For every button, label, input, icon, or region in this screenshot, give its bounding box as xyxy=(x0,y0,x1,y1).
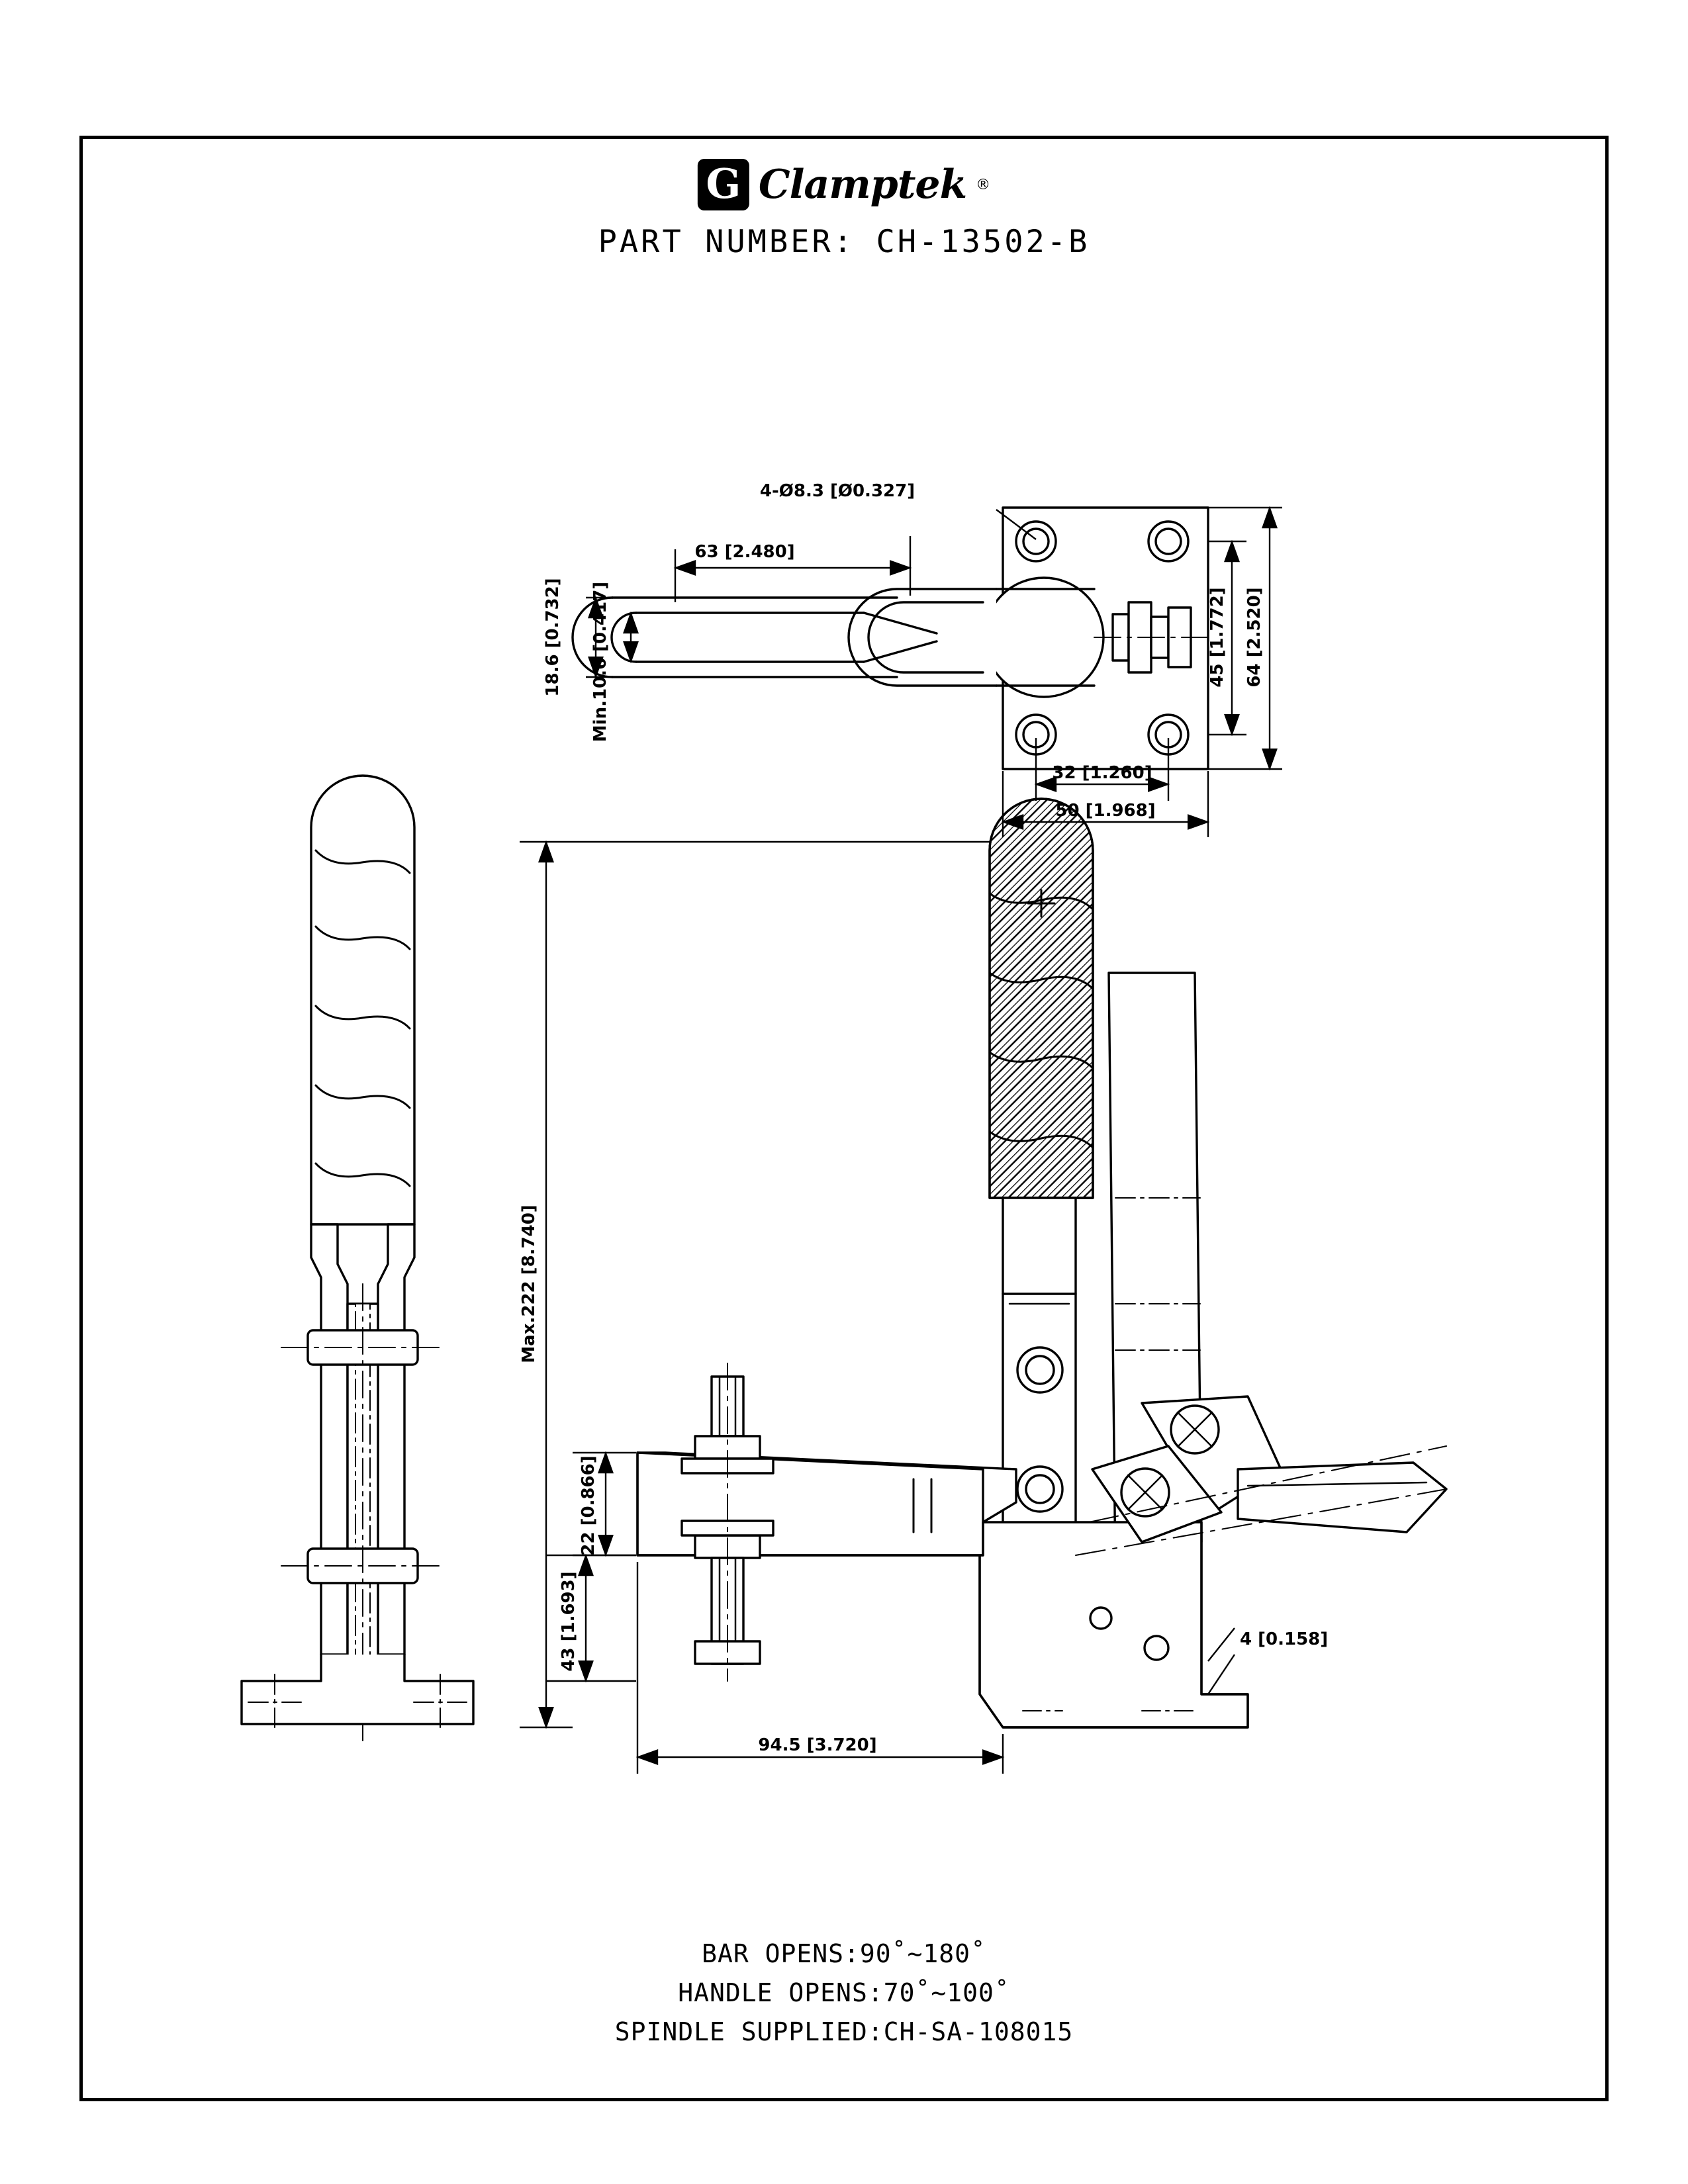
dim-94-5: 94.5 [3.720] xyxy=(758,1735,877,1755)
drawing-notes xyxy=(83,1934,1605,2052)
registered-mark: ® xyxy=(976,176,991,193)
brand-name: Clamptek xyxy=(758,161,967,208)
dim-4: 4 [0.158] xyxy=(1240,1629,1329,1649)
drawing-sheet xyxy=(79,136,1609,2101)
dim-32: 32 [1.260] xyxy=(1052,763,1152,783)
part-number: PART NUMBER: CH-13502-B xyxy=(598,224,1090,260)
dim-63: 63 [2.480] xyxy=(694,542,795,562)
dim-45: 45 [1.772] xyxy=(1207,587,1227,688)
dim-max-222: Max.222 [8.740] xyxy=(519,1205,539,1363)
dim-43: 43 [1.693] xyxy=(559,1571,579,1672)
dim-22: 22 [0.866] xyxy=(579,1455,598,1556)
dim-min-10-6: Min.10.6 [0.417] xyxy=(590,581,610,743)
note-spindle-supplied: SPINDLE SUPPLIED:CH-SA-108015 xyxy=(614,2017,1074,2047)
dim-18-6: 18.6 [0.732] xyxy=(543,578,563,697)
dim-64: 64 [2.520] xyxy=(1244,587,1264,688)
dim-hole-callout: 4-Ø8.3 [Ø0.327] xyxy=(759,481,915,501)
dim-50: 50 [1.968] xyxy=(1055,801,1156,821)
note-handle-opens: HANDLE OPENS:70˚~100˚ xyxy=(678,1978,1010,2008)
note-bar-opens: BAR OPENS:90˚~180˚ xyxy=(702,1939,986,1969)
technical-drawing xyxy=(83,139,1605,2098)
